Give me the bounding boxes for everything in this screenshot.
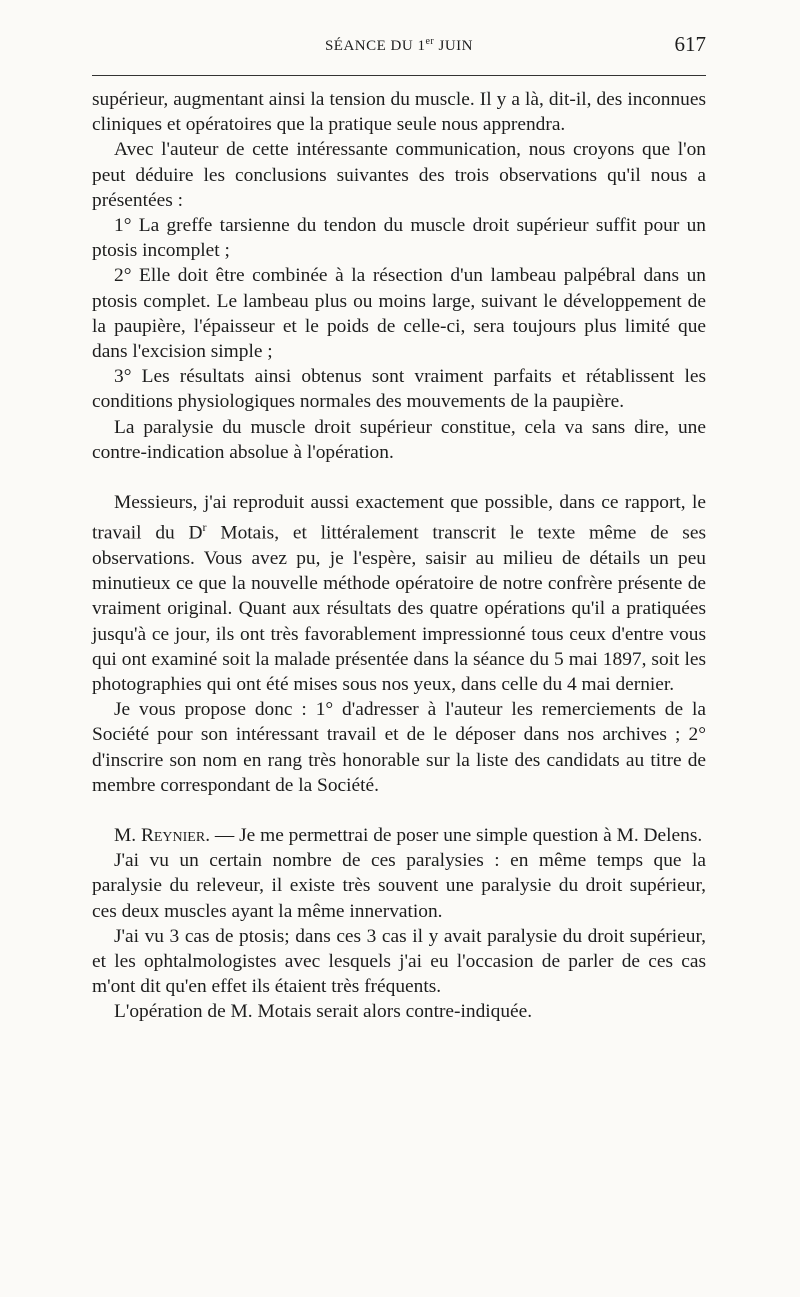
paragraph-messieurs-text-a: Messieurs, j'ai reproduit aussi exactement que possible, dans ce rapport, le travail du D — [92, 492, 706, 544]
header-rule — [92, 75, 706, 76]
paragraph-conclusion-3: 3° Les résultats ainsi obtenus sont vraiment parfaits et rétablissent les conditions physiologiques normales des mouvements de la paupière. — [92, 366, 706, 413]
paragraph-contraindication: La paralysie du muscle droit supérieur constitue, cela va sans dire, une contre-indication absolue à l'opération. — [92, 416, 706, 463]
header-title-superscript: er — [425, 36, 435, 47]
header-title-text: SÉANCE DU 1 — [324, 38, 426, 54]
paragraph-continuation: supérieur, augmentant ainsi la tension du muscle. Il y a là, dit-il, des inconnues cliniques et opératoires que la pratique seule nous apprendra. — [92, 89, 706, 136]
running-header — [92, 30, 706, 72]
paragraph-reynier-text: . — Je me permettrai de poser une simple question à M. Delens. — [205, 824, 703, 846]
header-title — [92, 36, 706, 55]
paragraph-messieurs — [92, 490, 706, 697]
header-title-month: JUIN — [434, 38, 474, 54]
speaker-prefix: M. — [114, 824, 141, 846]
paragraph-conclusion-2: 2° Elle doit être combinée à la résection d'un lambeau palpébral dans un ptosis complet. Le lambeau plus ou moins large, suivant le développement de la paupière, l'épaisseur et le poids de celle-ci, sera toujours plus limité que dans l'excision simple ; — [92, 265, 706, 363]
paragraph-reynier — [92, 823, 706, 848]
paragraph-conclusions-intro: Avec l'auteur de cette intéressante communication, nous croyons que l'on peut déduire les conclusions suivantes des trois observations qu'il nous a présentées : — [92, 139, 706, 211]
paragraph-ptosis-cases: J'ai vu 3 cas de ptosis; dans ces 3 cas il y avait paralysie du droit supérieur, et les ophtalmologistes avec lesquels j'ai eu l'occasion de parler de ces cas m'ont dit qu'en effet ils étaient très fréquents. — [92, 925, 706, 998]
paragraph-conclusion-1: 1° La greffe tarsienne du tendon du muscle droit supérieur suffit pour un ptosis incomplet ; — [92, 215, 706, 262]
doctor-abbrev-superscript: r — [202, 520, 207, 535]
paragraph-final: L'opération de M. Motais serait alors contre-indiquée. — [114, 1001, 533, 1023]
paragraph-paralysies: J'ai vu un certain nombre de ces paralysies : en même temps que la paralysie du releveur, il existe très souvent une paralysie du droit supérieur, ces deux muscles ayant la même innervation. — [92, 850, 706, 922]
page-number: 617 — [674, 32, 706, 56]
paragraph-messieurs-text-b: Motais, et littéralement transcrit le texte même de ses observations. Vous avez pu, je l'espère, saisir au milieu de détails un peu minutieux ce que la nouvelle méthode opératoire de notre confrère présente de vraiment original. Quant aux résultats des quatre opérations qu'il a pratiquées jusqu'à ce jour, ils ont très favorablement impressionné tous ceux d'entre vous qui ont examiné soit la malade présentée dans la séance du 5 mai 1897, soit les photographies qui ont été mises sous nos yeux, dans celle du 4 mai dernier. — [92, 522, 707, 695]
speaker-name: Reynier — [140, 824, 206, 846]
paragraph-proposal: Je vous propose donc : 1° d'adresser à l'auteur les remerciements de la Société pour son intéressant travail et de le déposer dans nos archives ; 2° d'inscrire son nom en rang très honorable sur la liste des candidats au titre de membre correspondant de la Société. — [92, 699, 706, 796]
page-body — [92, 87, 706, 1025]
